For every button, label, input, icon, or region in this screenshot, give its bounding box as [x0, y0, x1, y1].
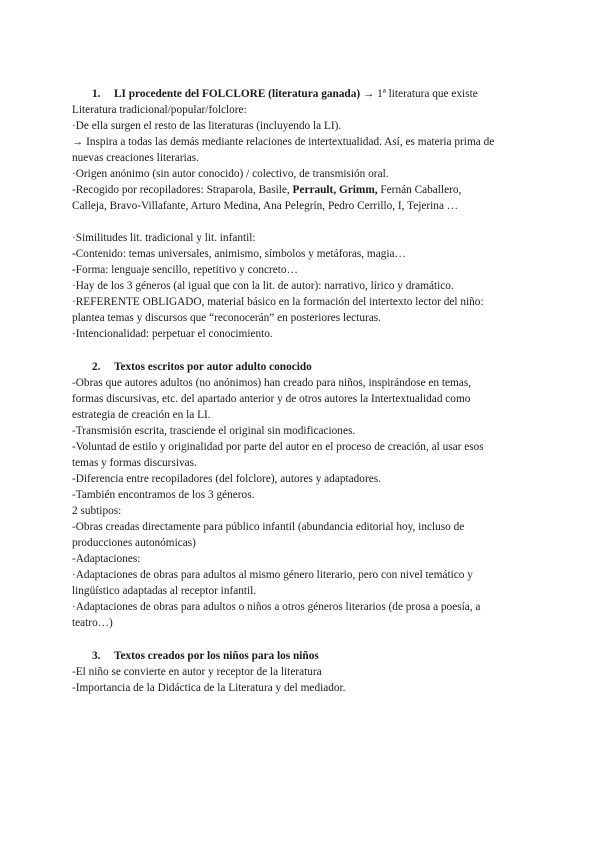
section-1-line: nuevas creaciones literarias.: [72, 152, 200, 164]
section-2-line: -Adaptaciones:: [72, 553, 141, 565]
similarities-line: -Contenido: temas universales, animismo, símbolos y metáforas, magia…: [72, 248, 406, 260]
section-2-line: 2 subtipos:: [72, 505, 122, 517]
section-2-number: 2.: [92, 361, 101, 373]
blank-line: [72, 214, 532, 230]
section-2-line: temas y formas discursivas.: [72, 457, 197, 469]
section-3-heading: [72, 648, 532, 664]
compilers-suffix: Fernán Caballero,: [377, 184, 462, 196]
section-2-line: -Obras creadas directamente para público infantil (abundancia editorial hoy, incluso de: [72, 521, 465, 533]
section-2-title: Textos escritos por autor adulto conocido: [114, 361, 312, 373]
section-2-line: -Transmisión escrita, trasciende el original sin modificaciones.: [72, 425, 356, 437]
section-1-title: LI procedente del FOLCLORE (literatura ganada): [114, 88, 361, 100]
compilers-line: [72, 182, 532, 198]
section-1-line: → Inspira a todas las demás mediante relaciones de intertextualidad. Así, es materia prima de: [72, 136, 495, 148]
section-2-line: -Obras que autores adultos (no anónimos) han creado para niños, inspirándose en temas,: [72, 377, 472, 389]
section-1-line: ·Origen anónimo (sin autor conocido) / colectivo, de transmisión oral.: [72, 168, 389, 180]
section-1-title-suffix: → 1ª literatura que existe: [360, 88, 478, 100]
similarities-line: plantea temas y discursos que “reconocerán” en posteriores lecturas.: [72, 312, 381, 324]
similarities-line: -Forma: lenguaje sencillo, repetitivo y concreto…: [72, 264, 298, 276]
section-1-number: 1.: [92, 88, 101, 100]
section-2-heading: [72, 359, 532, 375]
similarities-line: ·Hay de los 3 géneros (al igual que con la lit. de autor): narrativo, lírico y dramático.: [72, 280, 454, 292]
section-2-line: ·Adaptaciones de obras para adultos o niños a otros géneros literarios (de prosa a poesía, a: [72, 601, 481, 613]
section-2-line: producciones autonómicas): [72, 537, 196, 549]
section-2-line: -Diferencia entre recopiladores (del folclore), autores y adaptadores.: [72, 473, 381, 485]
section-2-line: estrategia de creación en la LI.: [72, 409, 211, 421]
section-1-heading: [72, 86, 532, 102]
section-2-line: ·Adaptaciones de obras para adultos al mismo género literario, pero con nivel temático y: [72, 569, 473, 581]
similarities-line: ·REFERENTE OBLIGADO, material básico en la formación del intertexto lector del niño:: [72, 296, 484, 308]
document-body: [72, 86, 532, 696]
compilers-line-2: Calleja, Bravo-Villafante, Arturo Medina, Ana Pelegrín, Pedro Cerrillo, I, Tejerina …: [72, 200, 459, 212]
section-2-line: teatro…): [72, 617, 113, 629]
section-1-line: ·De ella surgen el resto de las literaturas (incluyendo la LI).: [72, 120, 342, 132]
section-2-line: -También encontramos de los 3 géneros.: [72, 489, 255, 501]
section-2-line: lingüístico adaptadas al receptor infantil.: [72, 585, 257, 597]
similarities-line: ·Intencionalidad: perpetuar el conocimiento.: [72, 328, 273, 340]
section-1-line: Literatura tradicional/popular/folclore:: [72, 104, 247, 116]
compilers-prefix: -Recogido por recopiladores: Straparola, Basile,: [72, 184, 293, 196]
section-3-line: -El niño se convierte en autor y receptor de la literatura: [72, 666, 322, 678]
section-3-number: 3.: [92, 650, 101, 662]
section-3-title: Textos creados por los niños para los niños: [114, 650, 319, 662]
section-3-line: -Importancia de la Didáctica de la Literatura y del mediador.: [72, 682, 346, 694]
similarities-line: ·Similitudes lit. tradicional y lit. infantil:: [72, 232, 256, 244]
blank-line: [72, 631, 532, 648]
section-2-line: formas discursivas, etc. del apartado anterior y de otros autores la Intertextualidad como: [72, 393, 471, 405]
blank-line: [72, 342, 532, 359]
section-2-line: -Voluntad de estilo y originalidad por parte del autor en el proceso de creación, al usar esos: [72, 441, 484, 453]
compilers-bold: Perrault, Grimm,: [292, 184, 378, 196]
